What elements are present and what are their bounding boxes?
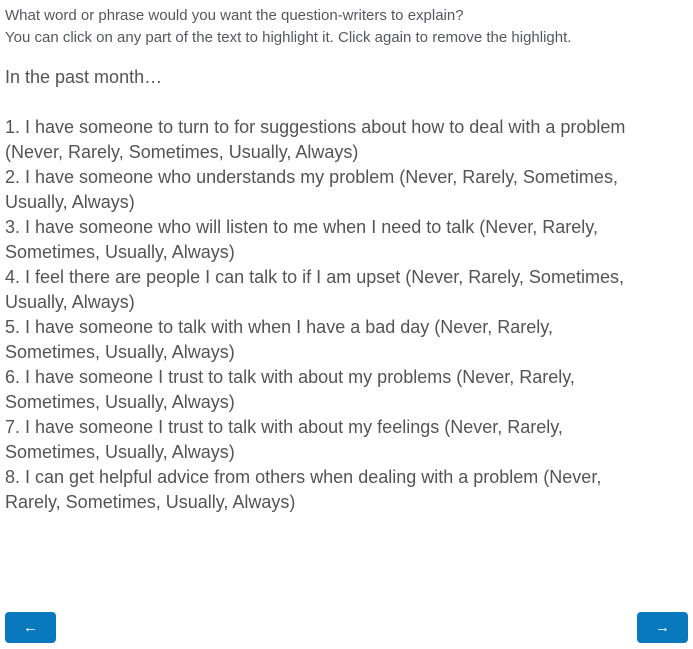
question-4-line-2[interactable]: Usually, Always) xyxy=(5,292,135,312)
question-2-line-1[interactable]: 2. I have someone who understands my problem (Never, Rarely, Sometimes, xyxy=(5,167,618,187)
question-4-line-1[interactable]: 4. I feel there are people I can talk to if I am upset (Never, Rarely, Sometimes, xyxy=(5,267,624,287)
instruction-line-1: What word or phrase would you want the question-writers to explain? xyxy=(5,7,464,24)
right-arrow-icon: → xyxy=(655,619,670,636)
question-1-line-2[interactable]: (Never, Rarely, Sometimes, Usually, Always) xyxy=(5,142,359,162)
question-3-line-2[interactable]: Sometimes, Usually, Always) xyxy=(5,242,235,262)
question-6-line-1[interactable]: 6. I have someone I trust to talk with about my problems (Never, Rarely, xyxy=(5,367,575,387)
back-button[interactable] xyxy=(5,612,56,643)
question-8-line-1[interactable]: 8. I can get helpful advice from others when dealing with a problem (Never, xyxy=(5,467,602,487)
next-button[interactable] xyxy=(637,612,688,643)
question-text-block xyxy=(0,65,693,515)
question-intro[interactable]: In the past month… xyxy=(5,67,163,87)
question-5-line-1[interactable]: 5. I have someone to talk with when I have a bad day (Never, Rarely, xyxy=(5,317,553,337)
question-6-line-2[interactable]: Sometimes, Usually, Always) xyxy=(5,392,235,412)
question-3-line-1[interactable]: 3. I have someone who will listen to me when I need to talk (Never, Rarely, xyxy=(5,217,598,237)
question-1-line-1[interactable]: 1. I have someone to turn to for suggestions about how to deal with a problem xyxy=(5,117,626,137)
instruction-line-2: You can click on any part of the text to highlight it. Click again to remove the highlight. xyxy=(5,29,572,46)
blank-line xyxy=(5,90,687,115)
question-7-line-1[interactable]: 7. I have someone I trust to talk with about my feelings (Never, Rarely, xyxy=(5,417,563,437)
question-2-line-2[interactable]: Usually, Always) xyxy=(5,192,135,212)
question-5-line-2[interactable]: Sometimes, Usually, Always) xyxy=(5,342,235,362)
question-7-line-2[interactable]: Sometimes, Usually, Always) xyxy=(5,442,235,462)
left-arrow-icon: ← xyxy=(23,619,38,636)
instructions-block xyxy=(0,0,693,49)
question-8-line-2[interactable]: Rarely, Sometimes, Usually, Always) xyxy=(5,492,296,512)
